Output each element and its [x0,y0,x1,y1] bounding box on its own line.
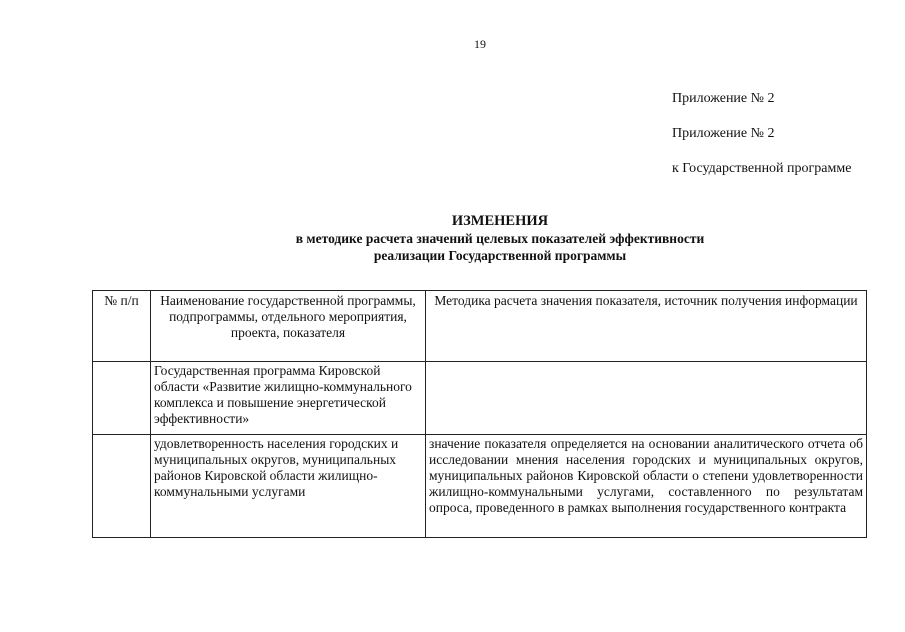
cell-name: удовлетворенность населения городских и муниципальных округов, муниципальных районов Кировской области жилищно-коммунальными услугами [151,435,426,538]
header-num: № п/п [93,291,151,362]
cell-num [93,435,151,538]
title-line-2: в методике расчета значений целевых показателей эффективности [295,231,705,246]
title-main: ИЗМЕНЕНИЯ [451,213,549,229]
table-header-row [93,291,867,362]
cell-name: Государственная программа Кировской области «Развитие жилищно-коммунального комплекса и повышение энергетической эффективности» [151,362,426,435]
title-line-3: реализации Государственной программы [373,248,627,263]
table-row [93,362,867,435]
header-method: Методика расчета значения показателя, источник получения информации [426,291,867,362]
cell-method: значение показателя определяется на основании аналитического отчета об исследовании мнения населения городских и муниципальных округов, муниципальных районов Кировской области о степени удовлетворенности жилищно-коммунальными услугами, составленного по результатам опроса, проведенного в рамках выполнения государственного контракта [426,435,867,538]
appendix-line-1: Приложение № 2 [672,91,775,106]
cell-method [426,362,867,435]
page-number: 19 [474,37,486,51]
document-title [100,213,900,264]
table-row [93,435,867,538]
appendix-line-2: Приложение № 2 [672,126,775,141]
header-name: Наименование государственной программы, подпрограммы, отдельного мероприятия, проекта, показателя [151,291,426,362]
changes-table [92,290,867,538]
appendix-line-3: к Государственной программе [672,161,852,176]
cell-num [93,362,151,435]
